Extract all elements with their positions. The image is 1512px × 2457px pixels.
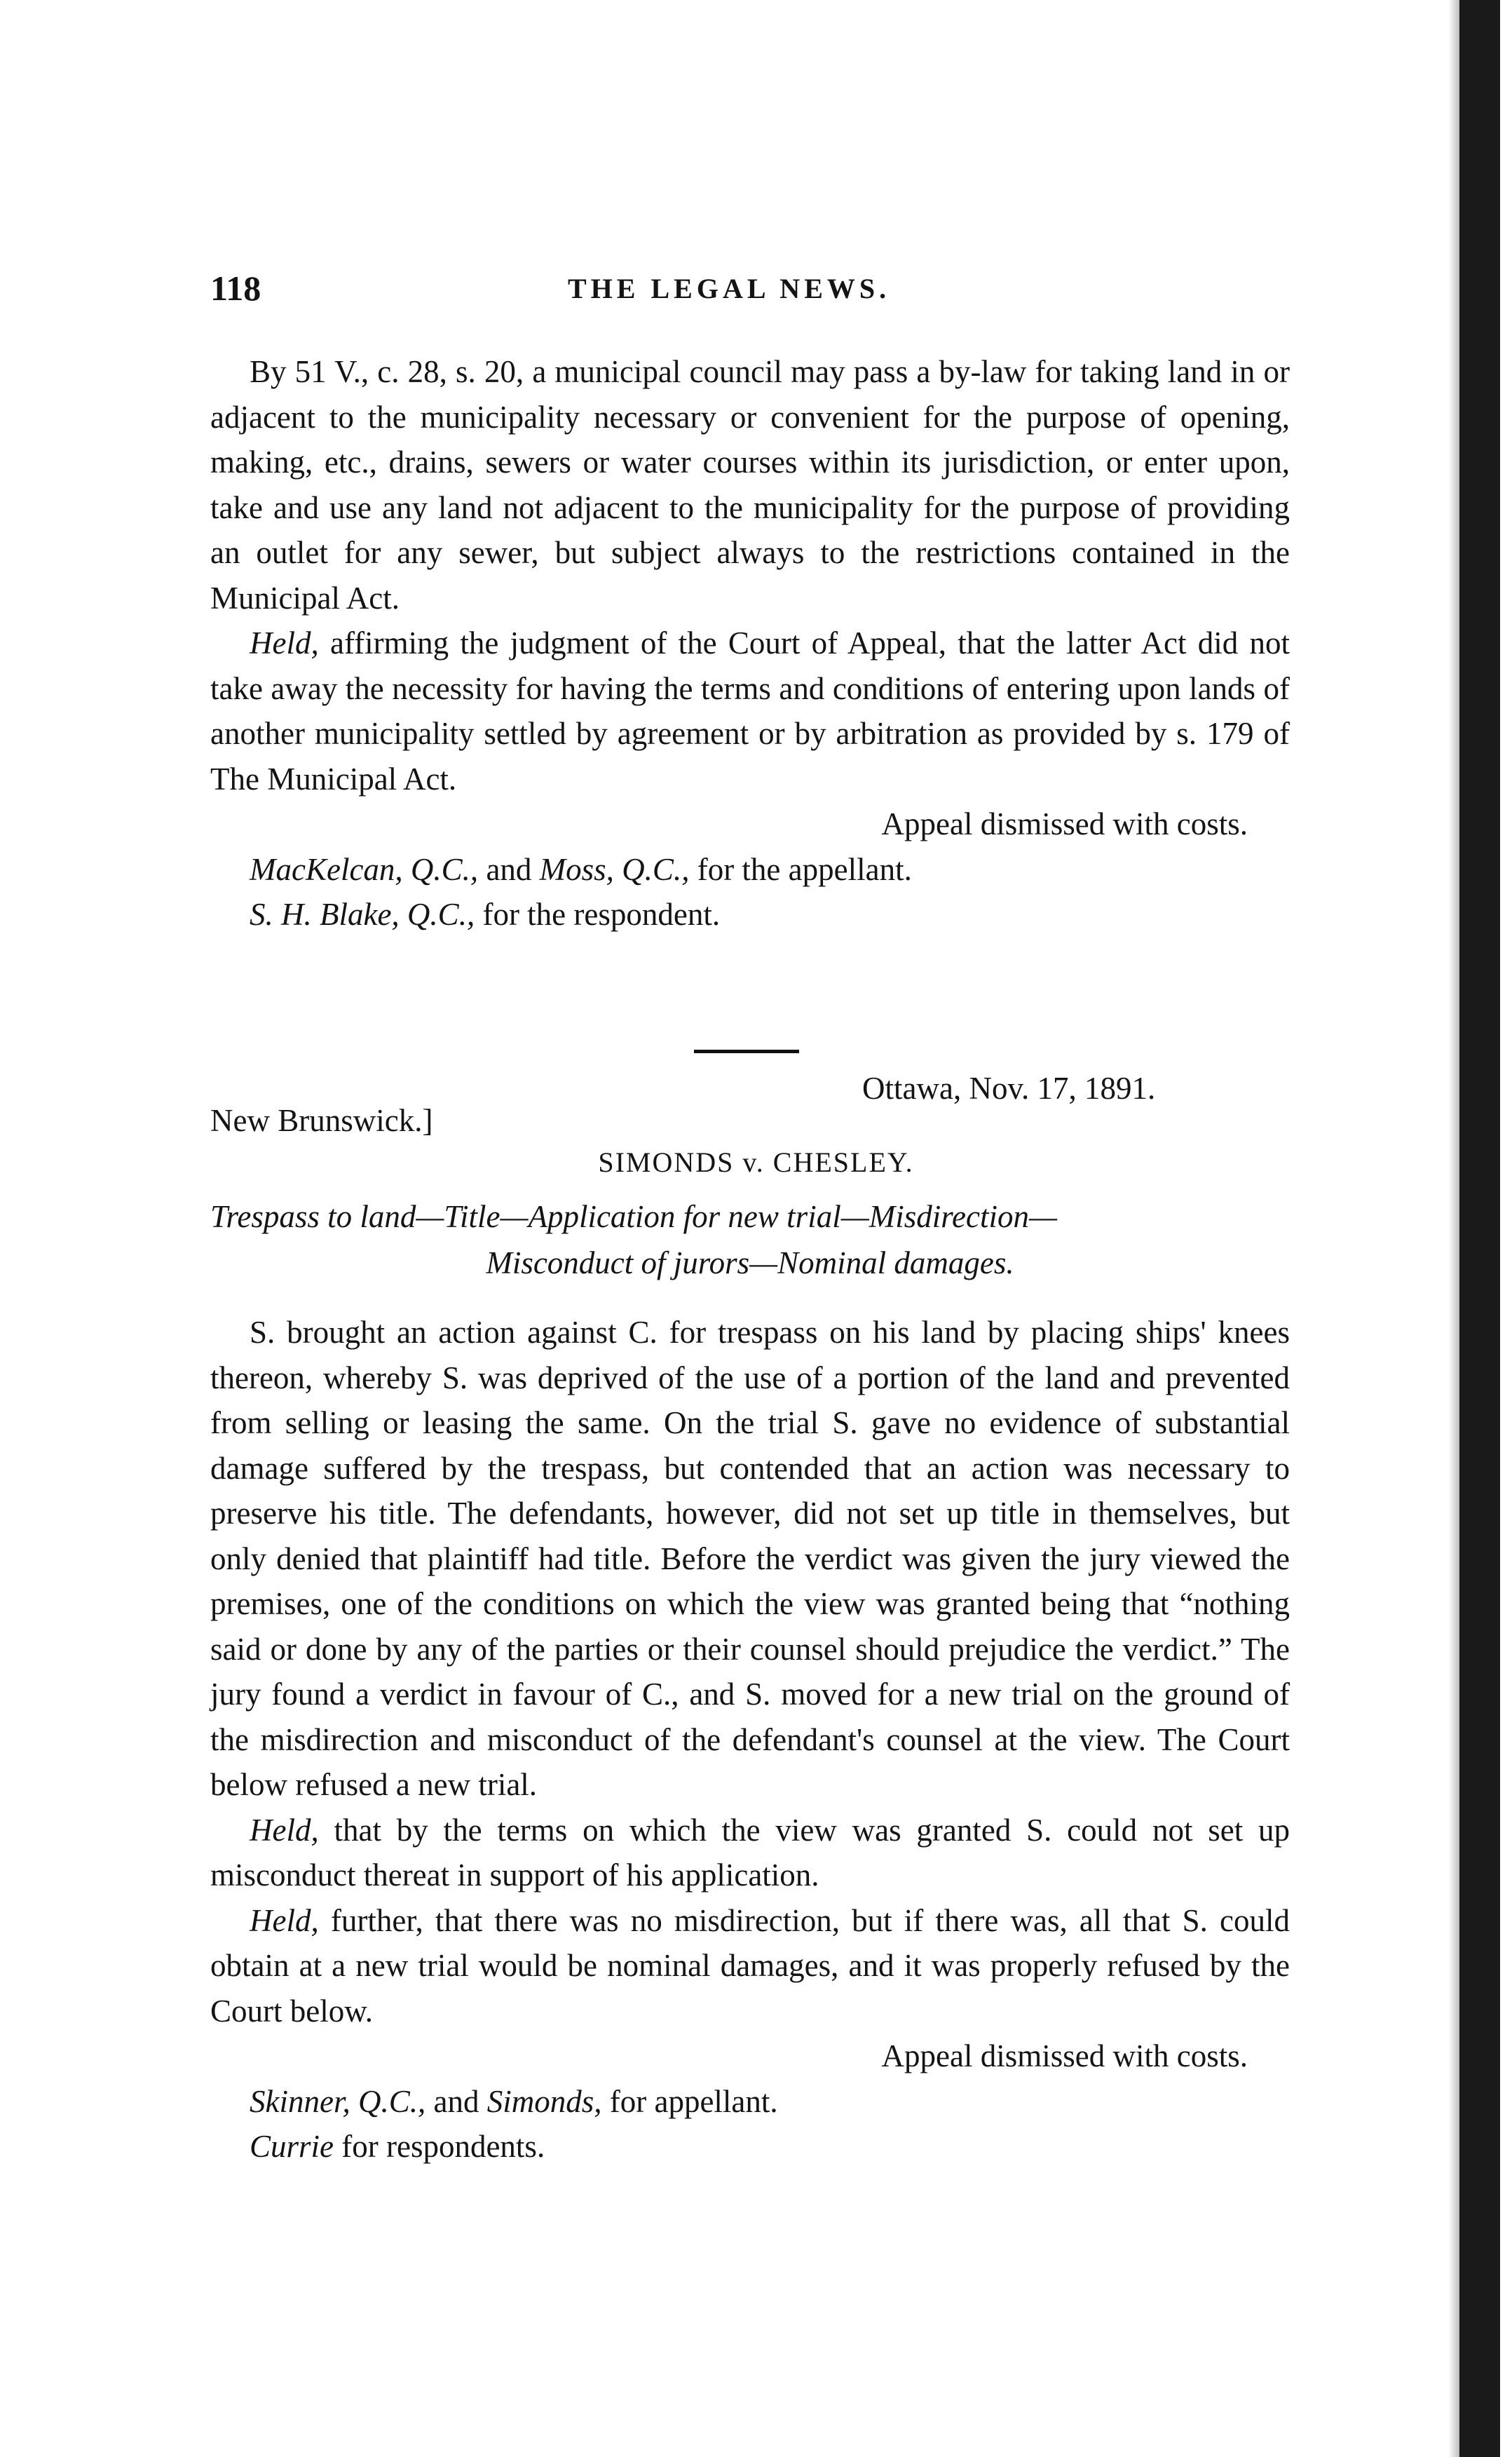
held-text: further, that there was no misdirection, but if there was, all that S. could obtain at a new trial would be nominal damages, and it was properly refused by the Court below. — [210, 1902, 1290, 2029]
conjunction: and — [478, 851, 540, 887]
case2-result: Appeal dismissed with costs. — [881, 2038, 1248, 2073]
held-label: Held, — [250, 625, 319, 661]
headnote-line: Misconduct of jurors—Nominal damages. — [486, 1245, 1014, 1280]
case2-held-further-paragraph — [210, 1898, 1290, 2034]
counsel-name: Currie — [250, 2129, 334, 2164]
page-edge-shadow — [1448, 0, 1459, 2457]
counsel-name: S. H. Blake, Q.C., — [250, 897, 475, 932]
headnote-line: Trespass to land—Title—Application for new trial—Misdirection— — [210, 1199, 1058, 1234]
case2-held-paragraph — [210, 1808, 1290, 1898]
case1-held-paragraph — [210, 621, 1290, 801]
counsel-role: for respondents. — [334, 2129, 545, 2164]
counsel-name: MacKelcan, Q.C., — [250, 851, 479, 887]
counsel-role: for appellant. — [601, 2083, 778, 2119]
case2-facts-paragraph: S. brought an action against C. for trespass on his land by placing ships' knees thereon, whereby S. was deprived of the use of a portion of the land and prevented from selling or leasing the same. On the trial S. gave no evidence of substantial damage suffered by the trespass, but contended that an action was necessary to preserve his title. The defendants, however, did not set up title in themselves, but only denied that plaintiff had title. Before the verdict was given the jury viewed the premises, one of the conditions on which the view was granted being that “nothing said or done by any of the parties or their counsel should prejudice the verdict.” The jury found a verdict in favour of C., and S. moved for a new trial on the ground of the misdirection and misconduct of the defendant's counsel at the view. The Court below refused a new trial. — [210, 1315, 1290, 1802]
page-header — [0, 268, 1512, 317]
court-date: Ottawa, Nov. 17, 1891. — [862, 1071, 1156, 1106]
book-binding-edge — [1459, 0, 1500, 2457]
case-title: SIMONDS v. CHESLEY. — [598, 1146, 914, 1178]
headnote — [210, 1193, 1290, 1286]
held-label: Held, — [250, 1902, 319, 1938]
case1-result: Appeal dismissed with costs. — [881, 806, 1248, 841]
province: New Brunswick.] — [210, 1103, 433, 1138]
page-number: 118 — [210, 269, 261, 308]
section-divider — [694, 1050, 799, 1053]
case1-body — [210, 349, 1290, 938]
case1-statute-paragraph: By 51 V., c. 28, s. 20, a municipal council may pass a by-law for taking land in or adjacent to the municipality necessary or convenient for the purpose of opening, making, etc., drains, sewers or water courses within its jurisdiction, or enter upon, take and use any land not adjacent to the municipality for the purpose of providing an outlet for any sewer, but subject always to the restrictions contained in the Municipal Act. — [210, 354, 1290, 616]
held-label: Held, — [250, 1812, 319, 1848]
held-text: affirming the judgment of the Court of Appeal, that the latter Act did not take away the necessity for having the terms and conditions of entering upon lands of another municipality settled by agreement or by arbitration as provided by s. 179 of The Municipal Act. — [210, 625, 1290, 797]
counsel-name: Moss, Q.C., — [539, 851, 690, 887]
case2-respondent-counsel — [210, 2124, 1290, 2170]
counsel-name: Skinner, Q.C., — [250, 2083, 426, 2119]
conjunction: and — [425, 2083, 487, 2119]
held-text: that by the terms on which the view was granted S. could not set up misconduct thereat in support of his application. — [210, 1812, 1290, 1893]
counsel-name: Simonds, — [486, 2083, 602, 2119]
case1-respondent-counsel — [210, 892, 1290, 938]
case2-appellant-counsel — [210, 2079, 1290, 2125]
case1-appellant-counsel — [210, 847, 1290, 893]
running-head: THE LEGAL NEWS. — [568, 273, 891, 304]
counsel-role: for the respondent. — [475, 897, 721, 932]
case2-body — [210, 1310, 1290, 2170]
counsel-role: for the appellant. — [689, 851, 912, 887]
